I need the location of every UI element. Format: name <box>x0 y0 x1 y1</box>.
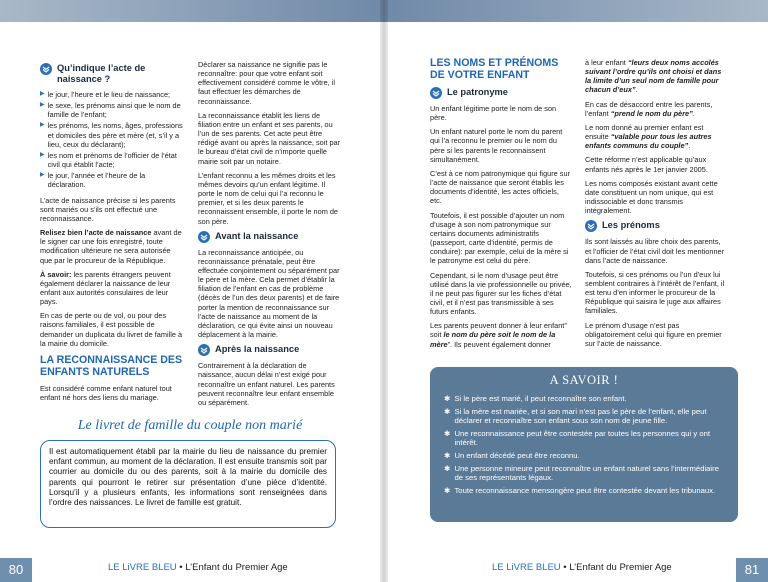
double-chevron-icon <box>198 344 210 356</box>
right-column-1 <box>430 55 572 354</box>
top-band <box>0 0 384 22</box>
heading-text: Avant la naissance <box>215 230 299 241</box>
section-heading-acte <box>40 63 183 85</box>
triangle-bullet-icon: ▶ <box>40 172 45 179</box>
book-spine <box>380 0 388 582</box>
page-number: 81 <box>736 558 768 582</box>
asterisk-icon: ✱ <box>444 450 451 460</box>
list-item: ✱ Si la mère est mariée, et si son mari n’est pas le père de l’enfant, elle peut déclarer et reconnaître son enfant sous son nom de jeune fille. <box>444 406 707 426</box>
paragraph: C’est à ce nom patronymique qui figure sur l’acte de naissance que seront établis les documents d’identité, les actes officiels, etc. <box>430 168 571 206</box>
list-item: ▶ les prénoms, les noms, âges, professions et domiciles des père et mère (et, s’il y a lieu, ceux du déclarant); <box>40 121 183 149</box>
list-item: ✱ Si le père est marié, il peut reconnaître son enfant. <box>444 394 627 403</box>
list-item: ▶ le sexe, les prénoms ainsi que le nom de famille de l’enfant; <box>40 101 181 120</box>
list-item: ✱ Une personne mineure peut reconnaître un enfant naturel sans l’intermédiaire de ses représentants légaux. <box>444 463 719 483</box>
paragraph: Cependant, si le nom d’usage peut être utilisé dans la vie professionnelle ou privée, il ne peut pas figurer sur les fiches d’état civil, et il n’est pas transmissible à ses futurs enfants. <box>430 270 572 317</box>
footer-brand: LE LiVRE BLEU <box>108 562 177 573</box>
paragraph: La reconnaissance anticipée, ou reconnaissance prénatale, peut être effectuée conjointement ou séparément par le père et la mère. Cela permet d’établir la filiation de l’enfant en cas de problème (décès de l’un des deux parents) et de faire porter la mention de reconnaissance sur l’acte de naissance au moment de la déclaration, ce qui évite ainsi un nouveau déplacement à la mairie. <box>198 247 340 340</box>
section-heading-prenoms <box>585 220 727 232</box>
paragraph: Contrairement à la déclaration de naissance, aucun délai n’est exigé pour reconnaître un enfant naturel. Les parents peuvent reconnaître leur enfant ensemble ou séparément. <box>198 361 335 407</box>
double-chevron-icon <box>585 220 597 232</box>
paragraph: Le prénom d’usage n’est pas obligatoirement celui qui figure en premier sur l’acte de naissance. <box>585 320 722 348</box>
asterisk-icon: ✱ <box>444 394 451 403</box>
heading-text: Les prénoms <box>602 220 660 231</box>
page-number: 80 <box>0 558 32 582</box>
triangle-bullet-icon: ▶ <box>40 102 45 109</box>
left-column-1 <box>40 60 183 407</box>
paragraph: Un enfant légitime porte le nom de son père. <box>430 104 557 123</box>
paragraph: L’enfant reconnu a les mêmes droits et les mêmes devoirs qu’un enfant légitime. Il porte le nom de celui qui l’a reconnu le premier, et si les deux parents le reconnaissent ensemble, il porte le nom de son père. <box>198 170 339 226</box>
heading-text: Après la naissance <box>215 344 300 355</box>
triangle-bullet-icon: ▶ <box>40 91 45 97</box>
list-item: ▶ le jour, l’heure et le lieu de naissance; <box>40 90 171 99</box>
heading-text: Qu’indique l’acte de naissance ? <box>57 63 146 84</box>
paragraph: L’acte de naissance précise si les parents sont mariés ou s’ils ont effectué une reconnaissance. <box>40 195 176 223</box>
list-item: ✱ Une reconnaissance peut être contestée par toutes les personnes qui y ont intérêt. <box>444 428 711 448</box>
a-savoir-box <box>430 367 738 522</box>
paragraph: À savoir: les parents étrangers peuvent également déclarer la naissance de leur enfant aux autorités consulaires de leur pays. <box>40 269 171 307</box>
list-item: ▶ le jour, l’année et l’heure de la déclaration. <box>40 171 146 190</box>
triangle-bullet-icon: ▶ <box>40 151 45 158</box>
paragraph: Ils sont laissés au libre choix des parents, et l’officier de l’état civil doit les mentionner dans l’acte de naissance. <box>585 237 725 265</box>
section-heading-avant <box>198 231 341 243</box>
list-item: ✱ Un enfant décédé peut être reconnu. <box>444 450 580 460</box>
footer-brand: LE LiVRE BLEU <box>492 562 561 573</box>
asterisk-icon: ✱ <box>444 463 451 473</box>
paragraph: Cette réforme n’est applicable qu’aux enfants nés après le 1er janvier 2005. <box>585 155 708 174</box>
section-heading-reconnaissance: LA RECONNAISSANCE DES ENFANTS NATURELS <box>40 353 183 378</box>
double-chevron-icon <box>40 63 52 75</box>
right-column-2 <box>585 58 727 353</box>
triangle-bullet-icon: ▶ <box>40 122 45 129</box>
paragraph: En cas de désaccord entre les parents, l’enfant “prend le nom du père”. <box>585 99 713 118</box>
paragraph: Déclarer sa naissance ne signifie pas le reconnaître: pour que votre enfant soit effectivement considéré comme le vôtre, il faut effectuer les démarches de reconnaissance. <box>198 60 336 106</box>
top-band <box>384 0 768 22</box>
paragraph: Les noms composés existant avant cette date constituent un nom unique, qui est indissociable et donc transmis intégralement. <box>585 178 718 216</box>
footer-title: L’Enfant du Premier Age <box>185 562 288 573</box>
paragraph: Le nom donné au premier enfant est ensuite “valable pour tous les autres enfants communs du couple”. <box>585 122 712 151</box>
paragraph: à leur enfant “leurs deux noms accolés suivant l’ordre qu’ils ont choisi et dans la limite d’un seul nom de famille pour chacun d’eux”. <box>585 58 722 95</box>
paragraph: Relisez bien l’acte de naissance avant de le signer car une fois enregistré, toute modification ultérieure ne sera autorisée que par le procureur de la République. <box>40 228 182 265</box>
footer-title: L’Enfant du Premier Age <box>569 562 672 573</box>
section-heading-noms: LES NOMS ET PRÉNOMS DE VOTRE ENFANT <box>430 57 559 81</box>
livret-title: Le livret de famille du couple non marié <box>77 418 303 433</box>
list-item: ▶ les nom et prénoms de l’officier de l’état civil qui établit l’acte; <box>40 150 177 170</box>
paragraph: Toutefois, si ces prénoms ou l’un d’eux lui semblent contraires à l’intérêt de l’enfant, il est tenu d’en informer le procureur de la République qui saisira le juge aux affaires familiales. <box>585 269 725 316</box>
asterisk-icon: ✱ <box>444 406 451 416</box>
asterisk-icon: ✱ <box>444 428 451 438</box>
paragraph: Les parents peuvent donner à leur enfant” soit le nom du père soit le nom de la mère”. Ils peuvent également donner <box>430 321 567 349</box>
list-item: ✱ Toute reconnaissance mensongère peut être contestée devant les tribunaux. <box>444 485 716 495</box>
paragraph: Est considéré comme enfant naturel tout enfant né hors des liens du mariage. <box>40 383 172 403</box>
paragraph: Un enfant naturel porte le nom du parent qui l’a reconnu le premier ou le nom du père si les parents le reconnaissent simultanément. <box>430 127 563 164</box>
footer: LE LiVRE BLEU • L’Enfant du Premier Age <box>108 562 288 573</box>
double-chevron-icon <box>198 231 210 243</box>
heading-text: Le patronyme <box>447 87 508 97</box>
left-column-2 <box>198 60 341 412</box>
livret-box: Il est automatiquement établi par la mairie du lieu de naissance du premier enfant commun, au moment de la déclaration. Il est ensuite transmis soit par courrier au domicile du ou des parents, soit à la mairie du domicile des parents qui pourront le retirer sur présentation d’une pièce d’identité. Lorsqu’il y a plusieurs enfants, les informations sont renseignées dans l’ordre des naissances. Le livret de famille est gratuit. <box>40 440 336 528</box>
section-heading-apres <box>198 344 341 356</box>
footer: LE LiVRE BLEU • L’Enfant du Premier Age <box>492 562 672 573</box>
double-chevron-icon <box>430 87 442 99</box>
paragraph: En cas de perte ou de vol, ou pour des raisons familiales, il est possible de demander un duplicata du livret de famille à la mairie du domicile. <box>40 311 183 348</box>
section-heading-patronyme <box>430 87 572 99</box>
a-savoir-title: A SAVOIR ! <box>549 373 619 387</box>
paragraph: Toutefois, il est possible d’ajouter un nom d’usage à son nom patronymique sur certains documents administratifs (passeport, carte d’identité, permis de conduire): par exemple, celui de la mère si le patronyme est celui du père. <box>430 210 569 266</box>
paragraph: La reconnaissance établit les liens de filiation entre un enfant et ses parents, ou l’un de ses parents. Cet acte peut être rédigé avant ou après la naissance, soit par le bureau d’état civil de n’importe quelle mairie soit par un notaire. <box>198 110 341 166</box>
asterisk-icon: ✱ <box>444 485 451 495</box>
